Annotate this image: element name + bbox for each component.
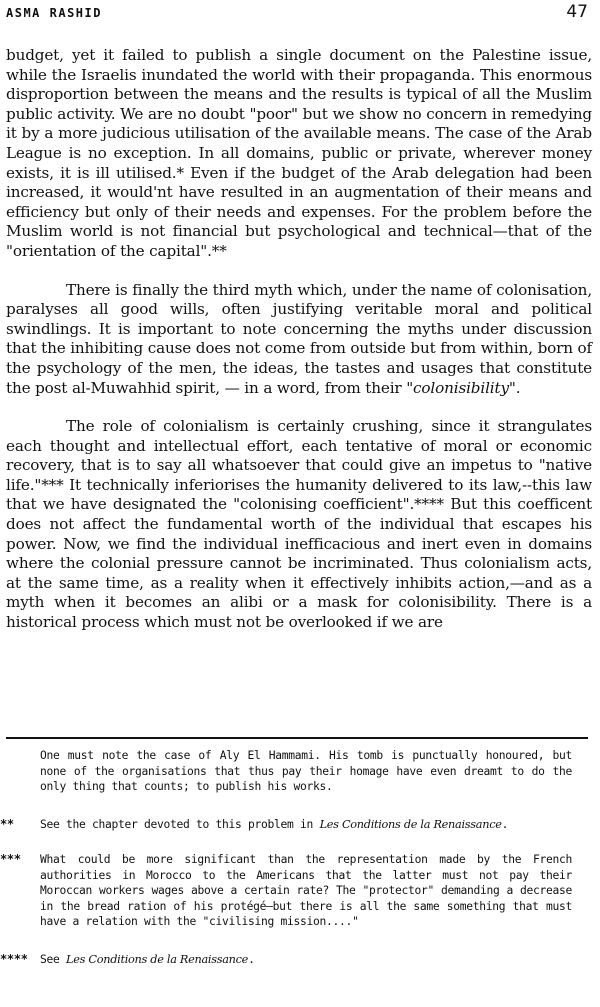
- footnote-4: [0, 952, 600, 968]
- body-text: [6, 46, 592, 633]
- footnote-mark: **: [0, 816, 14, 831]
- book-title: Les Conditions de la Renaissance: [66, 952, 249, 966]
- running-header: [6, 2, 588, 22]
- paragraph-third-myth: [6, 281, 592, 399]
- footnote-text: [40, 817, 572, 833]
- footnote-text: One must note the case of Aly El Hammami. His tomb is punctually honoured, but none of the organisations that thus pay their homage have even dreamt to do the only thing that counts; to publish his works.: [40, 749, 572, 793]
- paragraph-text: There is finally the third myth which, under the name of colonisation, paralyses all good wills, often justifying veritable moral and political swindlings. It is important to note concerning the myths under discussion that the inhibiting cause does not come from outside but from within, born of the psychology of the men, the ideas, the tastes and usages that constitute the post al-Muwahhid spirit, — in a word, from their: [6, 280, 593, 397]
- footnote-text-lead: See the chapter devoted to this problem in: [40, 817, 320, 831]
- footnote-1: [0, 748, 600, 795]
- footnote-mark: ***: [0, 852, 21, 866]
- footnotes: [0, 748, 600, 967]
- italic-term: "colonisibility": [406, 378, 516, 397]
- footnote-mark: ****: [0, 951, 28, 966]
- footnote-text-lead: See: [40, 952, 67, 966]
- footnote-text-tail: .: [501, 817, 509, 831]
- footnote-divider: [6, 737, 588, 739]
- footnote-text: What could be more significant than the representation made by the French authorities in Morocco to the Americans that the latter must not pay their Moroccan workers wages above a certain rate? The "protector" demanding a decrease in the bread ration of his protégé—but there is all the same something that must have a relation with the "civilising mission....": [40, 853, 572, 928]
- running-head-author: ASMA RASHID: [6, 6, 102, 20]
- paragraph-end: .: [515, 378, 521, 397]
- footnote-3: [0, 852, 600, 930]
- footnote-text-tail: .: [248, 952, 255, 966]
- footnote-2: [0, 817, 600, 833]
- paragraph-role-of-colonialism: The role of colonialism is certainly crushing, since it strangulates each thought and intellectual effort, each tentative of moral or economic recovery, that is to say all whatsoever that could give an impetus to "native life."*** It technically inferiorises the humanity delivered to its law,--this law that we have designated the "colonising coefficient".**** But this coefficent does not affect the fundamental worth of the individual that escapes his power. Now, we find the individual inefficacious and inert even in domains where the colonial pressure cannot be incriminated. Thus colonialism acts, at the same time, as a reality when it effectively inhibits action,—and as a myth when it becomes an alibi or a mask for colonisibility. There is a historical process which must not be overlooked if we are: [6, 417, 592, 632]
- page-number: 47: [566, 2, 588, 22]
- footnote-text: [40, 952, 572, 968]
- paragraph-continuation: budget, yet it failed to publish a single document on the Palestine issue, while the Israelis inundated the world with their propaganda. This enormous disproportion between the means and the results is typical of all the Muslim public activity. We are no doubt "poor" but we show no concern in remedying it by a more judicious utilisation of the available means. The case of the Arab League is no exception. In all domains, public or private, wherever money exists, it is ill utilised.* Even if the budget of the Arab delegation had been increased, it would'nt have resulted in an augmentation of their means and efficiency but only of their needs and expenses. For the problem before the Muslim world is not financial but psychological and technical—that of the "orientation of the capital".**: [6, 46, 592, 260]
- book-title: Les Conditions de la Renaissance: [319, 817, 502, 831]
